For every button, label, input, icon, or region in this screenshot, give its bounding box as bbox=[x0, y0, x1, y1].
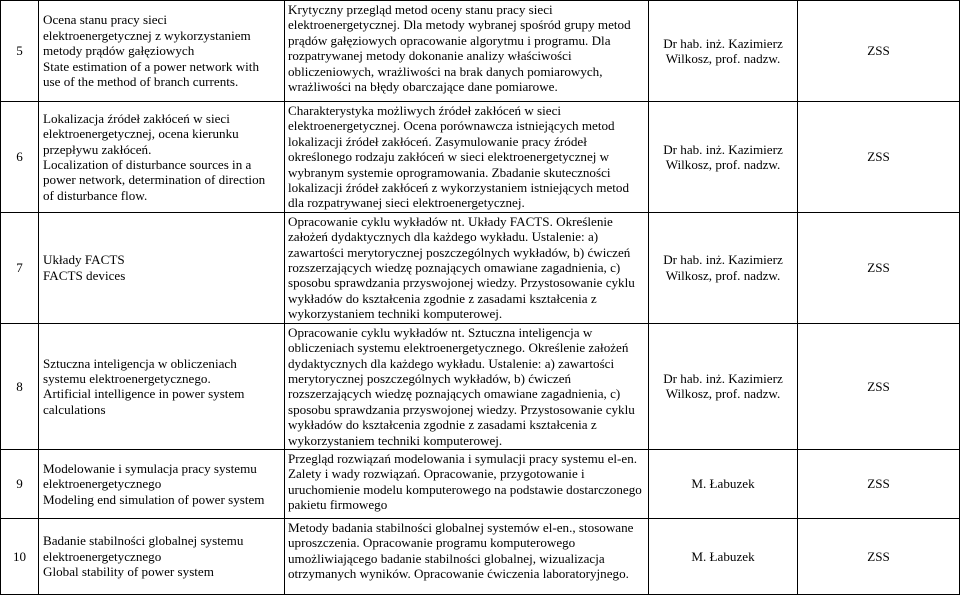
topic-title-en: Localization of disturbance sources in a power network, determination of direction of disturbance flow. bbox=[43, 156, 266, 203]
lecturer: Dr hab. inż. Kazimierz Wilkosz, prof. nadzw. bbox=[649, 1, 798, 102]
topic-title-pl: Badanie stabilności globalnej systemu elektroenergetycznego bbox=[43, 533, 244, 564]
lecturer: Dr hab. inż. Kazimierz Wilkosz, prof. nadzw. bbox=[649, 323, 798, 449]
topic-title bbox=[39, 449, 285, 518]
topic-title-pl: Lokalizacja źródeł zakłóceń w sieci elektroenergetycznej, ocena kierunku przepływu zakłóceń. bbox=[43, 110, 239, 157]
topic-title-pl: Sztuczna inteligencja w obliczeniach systemu elektroenergetycznego. bbox=[43, 355, 237, 386]
topic-title-en: State estimation of a power network with use of the method of branch currents. bbox=[43, 58, 259, 90]
row-number: 10 bbox=[1, 518, 39, 594]
table-row bbox=[1, 323, 960, 449]
topic-title bbox=[39, 323, 285, 449]
row-number: 5 bbox=[1, 1, 39, 102]
topic-title bbox=[39, 1, 285, 102]
lecturer: Dr hab. inż. Kazimierz Wilkosz, prof. nadzw. bbox=[649, 102, 798, 213]
topic-title-en: FACTS devices bbox=[43, 267, 126, 283]
topic-title-pl: Układy FACTS bbox=[43, 252, 125, 268]
topic-description: Przegląd rozwiązań modelowania i symulacji pracy systemu el-en. Zalety i wady rozwiązań. Opracowanie, przygotowanie i uruchomienie modelu komputerowego na podstawie dostarczonego pakietu firmowego bbox=[285, 449, 649, 518]
topic-title-en: Artificial intelligence in power system calculations bbox=[43, 386, 245, 417]
topic-title-en: Modeling end simulation of power system bbox=[43, 491, 265, 507]
table-row bbox=[1, 518, 960, 594]
table-row bbox=[1, 212, 960, 323]
topic-type: ZSS bbox=[798, 102, 960, 213]
topic-type: ZSS bbox=[798, 212, 960, 323]
topic-description: Charakterystyka możliwych źródeł zakłóceń w sieci elektroenergetycznej. Ocena porównawcza istniejących metod lokalizacji źródeł zakłóceń. Zasymulowanie pracy źródeł określonego rodzaju zakłóceń w sieci elektroenergetycznej w wybranym systemie oprogramowania. Zbadanie skuteczności lokalizacji źródeł zakłóceń z wykorzystaniem istniejących metod dla rozpatrywanej sieci elektroenergetycznej. bbox=[285, 102, 649, 213]
topic-title-en: Global stability of power system bbox=[43, 564, 214, 580]
row-number: 9 bbox=[1, 449, 39, 518]
topic-type: ZSS bbox=[798, 518, 960, 594]
topic-description: Krytyczny przegląd metod oceny stanu pracy sieci elektroenergetycznej. Dla metody wybranej spośród grupy metod prądów gałęziowych opracowanie algorytmu i programu. Dla rozpatrywanej metody dokonanie analizy właściwości obliczeniowych, wrażliwości na brak danych pomiarowych, wrażliwości na błędy obarczające dane pomiarowe. bbox=[285, 1, 649, 102]
table-row bbox=[1, 449, 960, 518]
topic-title bbox=[39, 102, 285, 213]
lecturer: M. Łabuzek bbox=[649, 518, 798, 594]
topic-description: Metody badania stabilności globalnej systemów el-en., stosowane uproszczenia. Opracowanie programu komputerowego umożliwiającego badanie stabilności globalnej, wizualizacja otrzymanych wyników. Opracowanie ćwiczenia laboratoryjnego. bbox=[285, 518, 649, 594]
topic-title bbox=[39, 212, 285, 323]
topic-description: Opracowanie cyklu wykładów nt. Układy FACTS. Określenie założeń dydaktycznych dla każdego wykładu. Ustalenie: a) zawartości merytorycznej poszczególnych wykładów, b) ćwiczeń rozszerzających wiedzę poznających omawiane zagadnienia, c) sposobu sprawdzania przyswojonej wiedzy. Przystosowanie cyklu wykładów do kształcenia zgodnie z zasadami kształcenia z wykorzystaniem techniki komputerowej. bbox=[285, 212, 649, 323]
topic-title-pl: Ocena stanu pracy sieci elektroenergetycznej z wykorzystaniem metody prądów gałęziowych bbox=[43, 12, 251, 59]
topic-description: Opracowanie cyklu wykładów nt. Sztuczna inteligencja w obliczeniach systemu elektroenergetycznego. Określenie założeń dydaktycznych dla każdego wykładu. Ustalenie: a) zawartości merytorycznej poszczególnych wykładów, b) ćwiczeń rozszerzających wiedzę poznających omawiane zagadnienia, c) sposobu sprawdzania przyswojonej wiedzy. Przystosowanie cyklu wykładów do kształcenia zgodnie z zasadami kształcenia z wykorzystaniem techniki komputerowej. bbox=[285, 323, 649, 449]
topic-title bbox=[39, 518, 285, 594]
topic-type: ZSS bbox=[798, 1, 960, 102]
lecturer: Dr hab. inż. Kazimierz Wilkosz, prof. nadzw. bbox=[649, 212, 798, 323]
table-row bbox=[1, 102, 960, 213]
row-number: 6 bbox=[1, 102, 39, 213]
row-number: 8 bbox=[1, 323, 39, 449]
topic-type: ZSS bbox=[798, 323, 960, 449]
row-number: 7 bbox=[1, 212, 39, 323]
lecturer: M. Łabuzek bbox=[649, 449, 798, 518]
table-row bbox=[1, 1, 960, 102]
topic-title-pl: Modelowanie i symulacja pracy systemu elektroenergetycznego bbox=[43, 460, 257, 492]
topic-type: ZSS bbox=[798, 449, 960, 518]
